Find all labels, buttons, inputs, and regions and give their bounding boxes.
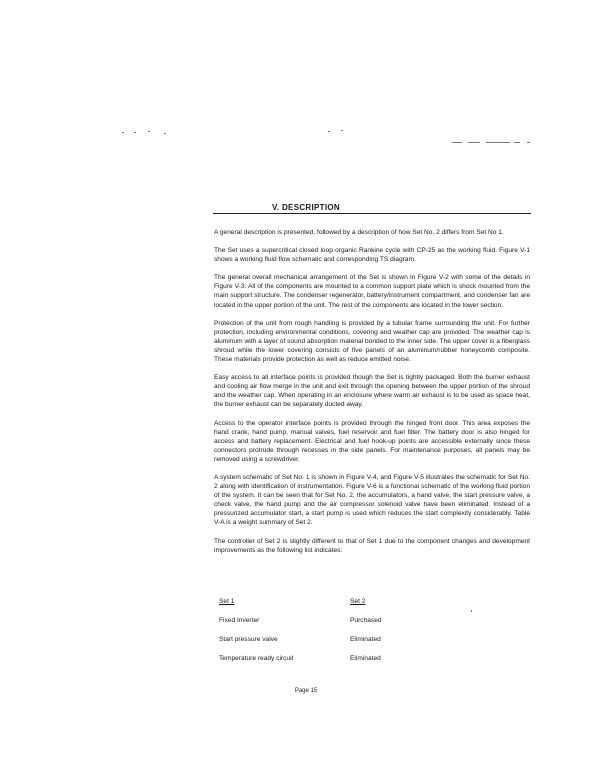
scan-speck bbox=[468, 142, 480, 143]
paragraph: Easy access to all interface points is provided though the Set is tightly packaged. Both the burner exhaust and cooling air flow merge in the unit and exit through the opening between the upper portion of the shroud and the weather cap. When operating in an enclosure where warm air exhaust is to be used as space heat, the burner exhaust can be separately ducted away. bbox=[214, 374, 530, 409]
scan-speck bbox=[328, 131, 330, 132]
paragraph: Protection of the unit from rough handling is provided by a tubular frame surrounding the unit. For further protection, including environmental conditions, covering and weather cap are provided. The weather cap is aluminum with a layer of sound absorption material bonded to the inner side. The upper cover is a fiberglass shroud while the lower covering consists of five panels of an aluminum/rubber honeycomb composite. These materials provide protection as well as reduce emitted noise. bbox=[214, 319, 530, 364]
paragraph: Access to the operator interface points is provided through the hinged front door. This area exposes the hand crank, hand pump, manual valves, fuel reservoir and fuel filter. The battery door is also hinged for access and battery replacement. Electrical and fuel hook-up points are accessible externally since these connectors protrude through recesses in the side panels. For maintenance purposes, all panels may be removed using a screwdriver. bbox=[214, 419, 530, 463]
paragraph: The controller of Set 2 is slightly different to that of Set 1 due to the component changes and development improvements as the following list indicates: bbox=[214, 537, 530, 554]
set2-item: Purchased bbox=[350, 617, 382, 624]
heading-rule bbox=[213, 213, 531, 214]
scan-speck bbox=[527, 142, 530, 143]
paragraph: The Set uses a supercritical closed loop organic Rankine cycle with CP-25 as the working fluid. Figure V-1 shows a working fluid flow schematic and corresponding TS diagram. bbox=[214, 247, 530, 264]
scan-speck bbox=[341, 130, 343, 131]
list-item bbox=[219, 616, 439, 635]
scan-speck bbox=[148, 131, 150, 132]
paragraph: The general overall mechanical arrangement of the Set is shown in Figure V-2 with some of the details in Figure V-3. All of the components are mounted to a common support plate which is shock mounted from the main support structure. The condenser regenerator, battery/instrument compartment, and condenser fan are located in the upper portion of the unit. The rest of the components are located in the lower section. bbox=[214, 274, 530, 309]
paragraph: A general description is presented, followed by a description of how Set No. 2 differs from Set No 1. bbox=[214, 229, 504, 236]
paragraph: A system schematic of Set No. 1 is shown in Figure V-4, and Figure V-5 illustrates the schematic for Set No. 2 along with identification of instrumentation. Figure V-6 is a functional schematic of the working fluid portion of the system. It can be seen that for Set No. 2, the accumulators, a hand valve, the start pressure valve, a check valve, the hand pump and the air compressor solenoid valve have been eliminated. Instead of a pressurized accumulator start, a start pump is used which reduces the start complexity considerably. Table V-A is a weight summary of Set 2. bbox=[214, 473, 530, 527]
set-comparison-list bbox=[219, 597, 439, 673]
list-item bbox=[219, 635, 439, 654]
list-header-row bbox=[219, 597, 439, 616]
scan-speck bbox=[134, 132, 136, 133]
list-item bbox=[219, 654, 439, 673]
scan-speck bbox=[486, 142, 510, 143]
page-number: Page 15 bbox=[294, 688, 318, 694]
set1-item: Start pressure valve bbox=[219, 636, 278, 643]
col-header-set2: Set 2 bbox=[350, 598, 366, 605]
section-heading: V. DESCRIPTION bbox=[272, 203, 340, 212]
set1-item: Fixed Inverter bbox=[219, 617, 260, 624]
scan-speck bbox=[122, 132, 124, 133]
set2-item: Eliminated bbox=[350, 636, 381, 643]
scan-speck bbox=[514, 142, 520, 143]
body-text bbox=[214, 228, 530, 564]
scan-speck bbox=[164, 133, 166, 134]
scan-speck bbox=[471, 610, 472, 612]
col-header-set1: Set 1 bbox=[219, 598, 235, 605]
scan-speck bbox=[452, 142, 462, 143]
set2-item: Eliminated bbox=[350, 655, 381, 662]
set1-item: Temperature ready circuit bbox=[219, 655, 294, 662]
